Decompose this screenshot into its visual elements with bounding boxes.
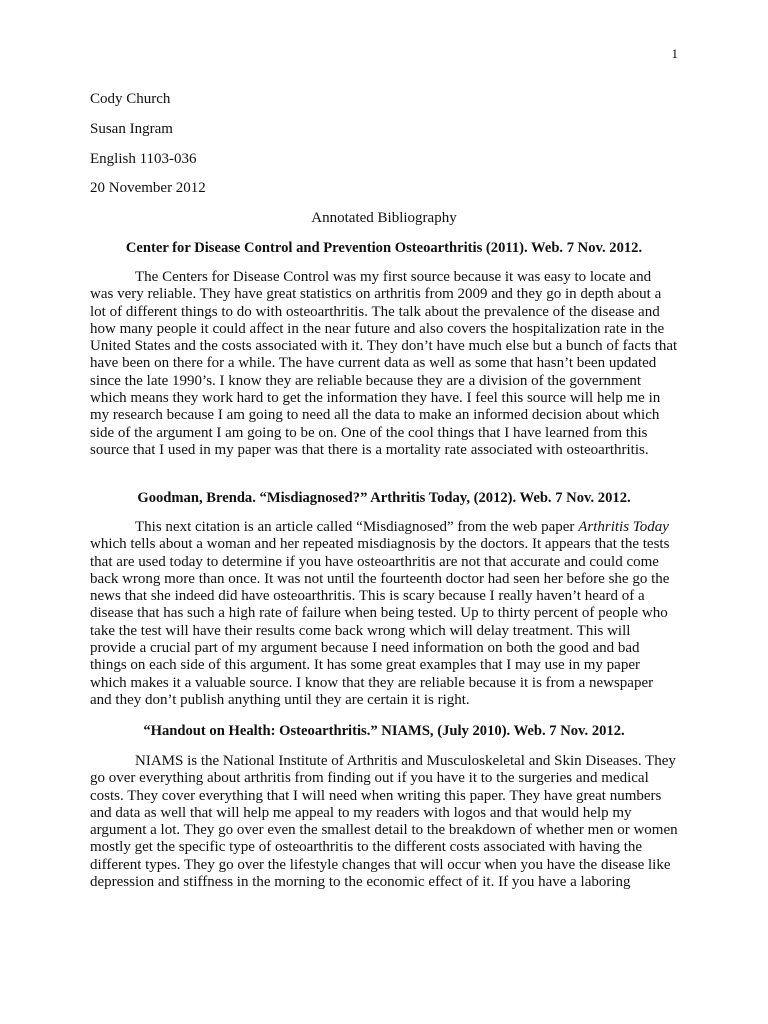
citation-niams: “Handout on Health: Osteoarthritis.” NIAMS, (July 2010). Web. 7 Nov. 2012.: [143, 723, 625, 739]
annotation-goodman-text-start: This next citation is an article called “Misdiagnosed” from the web paper: [135, 519, 579, 535]
page-number: 1: [671, 46, 678, 61]
citation-goodman: Goodman, Brenda. “Misdiagnosed?” Arthritis Today, (2012). Web. 7 Nov. 2012.: [137, 490, 631, 506]
annotation-goodman-text-end: which tells about a woman and her repeated misdiagnosis by the doctors. It appears that the tests that are used today to determine if you have osteoarthritis are not that accurate and could come back wrong more than once. It was not until the fourteenth doctor had seen her before she go the news that she indeed did have osteoarthritis. This is scary because I really haven’t heard of a disease that has such a high rate of failure when being tested. Up to thirty percent of people who take the test will have their results come back wrong which will delay treatment. This will provide a crucial part of my argument because I need information on both the good and bad things on each side of this argument. It has some great examples that I may use in my paper which makes it a valuable source. I know that they are reliable because it is from a newspaper and they don’t publish anything until they are certain it is right.: [90, 536, 670, 708]
citation-cdc: Center for Disease Control and Prevention Osteoarthritis (2011). Web. 7 Nov. 2012.: [125, 240, 643, 256]
publication-title: Arthritis Today: [578, 519, 669, 535]
course-name: English 1103-036: [90, 151, 197, 167]
author-name: Cody Church: [90, 91, 171, 107]
annotation-niams: NIAMS is the National Institute of Arthritis and Musculoskeletal and Skin Diseases. They go over everything about arthritis from finding out if you have it to the surgeries and medical costs. They cover everything that I will need when writing this paper. They have great numbers and data as well that will help me appeal to my readers with logos and that would help my argument a lot. They go over even the smallest detail to the breakdown of whether men or women mostly get the specific type of osteoarthritis to the different costs associated with having the different types. They go over the lifestyle changes that will occur when you have the disease like depression and stiffness in the morning to the economic effect of it. If you have a laboring: [90, 753, 678, 891]
date: 20 November 2012: [90, 180, 206, 196]
annotation-cdc: The Centers for Disease Control was my first source because it was easy to locate and was very reliable. They have great statistics on arthritis from 2009 and they go in depth about a lot of different things to do with osteoarthritis. The talk about the prevalence of the disease and how many people it could affect in the near future and also covers the hospitalization rate in the United States and the costs associated with it. They don’t have much else but a bunch of facts that have been on there for a while. The have current data as well as some that hasn’t been updated since the late 1990’s. I know they are reliable because they are a division of the government which means they work hard to get the information they have. I feel this source will help me in my research because I am going to need all the data to make an informed decision about which side of the argument I am going to be on. One of the cool things that I have learned from this source that I used in my paper was that there is a mortality rate associated with osteoarthritis.: [90, 269, 678, 458]
instructor-name: Susan Ingram: [90, 121, 173, 137]
document-title: Annotated Bibliography: [311, 210, 457, 226]
annotation-goodman: [90, 519, 678, 709]
